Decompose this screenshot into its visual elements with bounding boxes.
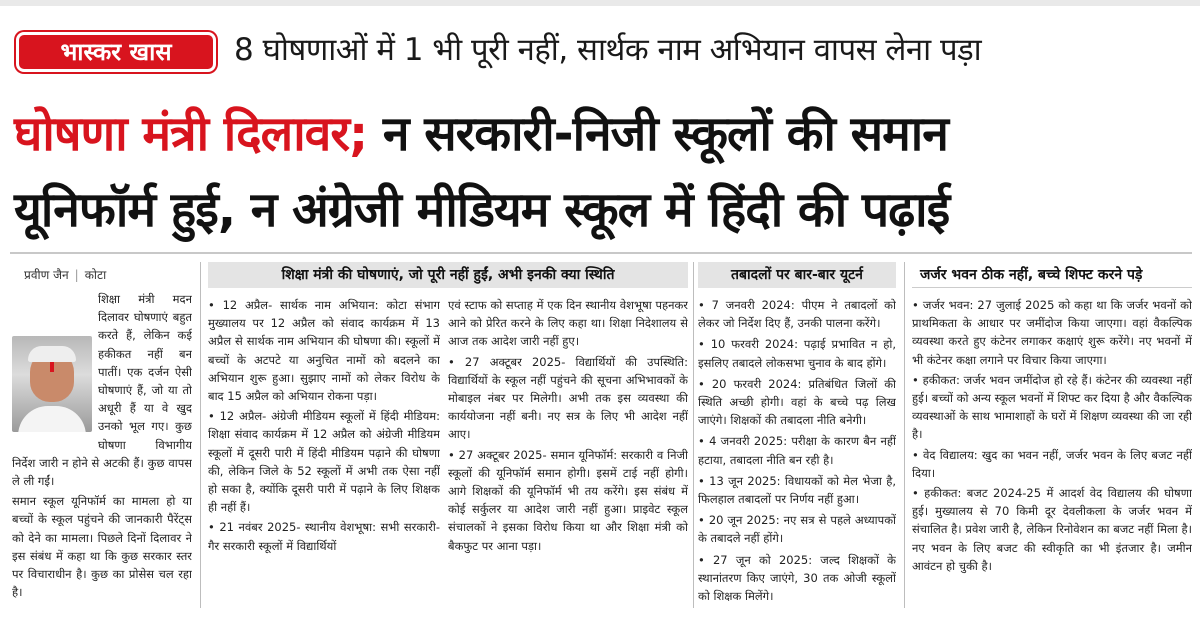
list-item: • 4 जनवरी 2025: परीक्षा के कारण बैन नहीं हटाया, तबादला नीति बन रही है। [698,434,896,467]
section1-column-b [448,296,688,608]
headline-line-1 [14,96,1194,172]
section1-title: शिक्षा मंत्री की घोषणाएं, जो पूरी नहीं हुईं, अभी इनकी क्या स्थिति [208,262,688,288]
photo-body [18,406,86,432]
intro-paragraph: समान स्कूल यूनिफॉर्म का मामला हो या बच्चों के स्कूल पहुंचने की जानकारी पैरेंट्स को देने का मामला। पिछले दिनों दिलावर ने इस संबंध में कहा था कि कुछ सरकार स्तर पर विचाराधीन है। कुछ का प्रोसेस चल रहा है। [12,494,192,600]
section3-title: जर्जर भवन ठीक नहीं, बच्चे शिफ्ट करने पड़े [912,262,1192,288]
list-item: • 27 अक्टूबर 2025- विद्यार्थियों की उपस्थिति: विद्यार्थियों के स्कूल नहीं पहुंचने की सूचना अभिभावकों के मोबाइल नंबर पर मिलेगी। अभी तक इस व्यवस्था की कार्ययोजना नहीं बनी। नए सत्र के लिए भी आदेश नहीं आए। [448,354,688,442]
list-item: • 12 अप्रैल- अंग्रेजी मीडियम स्कूलों में हिंदी मीडियम: शिक्षा संवाद कार्यक्रम में 12 अप्रैल को अंग्रेजी मीडियम स्कूलों में दूसरी पारी में हिंदी मीडियम पढ़ाने की घोषणा की, लेकिन जिले के 52 स्कूलों में अभी तक ऐसा नहीं हो सका है, क्योंकि दूसरी पारी में पढ़ाने के लिए शिक्षक ही नहीं हैं। [208,409,440,515]
list-item: • हकीकत: बजट 2024-25 में आदर्श वेद विद्यालय की घोषणा हुई। मुख्यालय से 70 किमी दूर देवलीकला के जर्जर भवन में संचालित है। प्रवेश जारी है, लेकिन रिनोवेशन का बजट नहीं मिला है। नए भवन के लिए बजट की स्वीकृति का भी इंतजार है। जमीन आवंटन हो चुकी है। [912,486,1192,573]
list-item: • 10 फरवरी 2024: पढ़ाई प्रभावित न हो, इसलिए तबादले लोकसभा चुनाव के बाद होंगे। [698,337,896,370]
byline-place: कोटा [84,268,107,282]
minister-photo [12,336,92,432]
headline-line-2: यूनिफॉर्म हुई, न अंग्रेजी मीडियम स्कूल में हिंदी की पढ़ाई [14,182,950,238]
section2-column [698,296,896,608]
headline-line1-text: न सरकारी-निजी स्कूलों की समान [367,106,948,162]
list-item: • 7 जनवरी 2024: पीएम ने तबादलों को लेकर जो निर्देश दिए हैं, उनकी पालना करेंगे। [698,298,896,331]
list-item: • 27 अक्टूबर 2025- समान यूनिफॉर्म: सरकारी व निजी स्कूलों की यूनिफॉर्म समान होगी। इसमें टाई नहीं होगी। आगे शिक्षकों की यूनिफॉर्म भी तय करेंगे। इस संबंध में कोई सर्कुलर या आदेश जारी नहीं हुआ। प्राइवेट स्कूल संचालकों ने इसका विरोध किया था और शिक्षा मंत्री को बैकफुट पर आना पड़ा। [448,447,688,553]
byline [24,266,106,283]
list-item: एवं स्टाफ को सप्ताह में एक दिन स्थानीय वेशभूषा पहनकर आने को प्रेरित करने के लिए कहा था। शिक्षा निदेशालय से आज तक आदेश जारी नहीं हुए। [448,298,688,349]
list-item: • हकीकत: जर्जर भवन जमींदोज हो रहे हैं। कंटेनर की व्यवस्था नहीं हुई। बच्चों को अन्य स्कूल भवनों में शिफ्ट कर दिया है और वैकल्पिक व्यवस्थाओं के साथ भामाशाहों के घरों में शिक्षण व्यवस्था की जा रही है। [912,372,1192,442]
list-item: • जर्जर भवन: 27 जुलाई 2025 को कहा था कि जर्जर भवनों को प्राथमिकता के आधार पर जमींदोज किया जाएगा। वहां वैकल्पिक व्यवस्था करते हुए कंटेनर लगाकर कक्षाएं शुरू करेंगे। नए भवनों में भी कंटेनर कक्षा लगाने पर विचार किया जाएगा। [912,298,1192,367]
kicker-row [8,22,1192,82]
list-item: • 12 अप्रैल- सार्थक नाम अभियान: कोटा संभाग मुख्यालय पर 12 अप्रैल को संवाद कार्यक्रम में 13 अप्रैल से सार्थक नाम अभियान की घोषणा की। स्कूलों में बच्चों के अटपटे या अनुचित नामों को बदलने का अभियान शुरू हुआ। सुझाए नामों को लेकर विरोध के बाद 15 अप्रैल को अभियान रोकना पड़ा। [208,298,440,404]
column-rule [693,262,694,608]
section3-column [912,296,1192,608]
intro-column [12,290,192,610]
top-rule [0,0,1200,6]
list-item: • 20 जून 2025: नए सत्र से पहले अध्यापकों के तबादले नहीं होंगे। [698,513,896,546]
intro-paragraph: शिक्षा मंत्री मदन दिलावर घोषणाएं बहुत करते हैं, लेकिन कई हकीकत नहीं बन पातीं। एक दर्जन ऐसी घोषणाएं हैं, जो या तो अधूरी हैं या वे खुद उनको भूल गए। कुछ घोषणा विभागीय निर्देश जारी न होने से अटकी हैं। कुछ वापस ले ली गईं। [12,292,192,489]
headline [14,96,1194,248]
list-item: • 21 नवंबर 2025- स्थानीय वेशभूषा: सभी सरकारी-गैर सरकारी स्कूलों में विद्यार्थियों [208,520,440,553]
list-item: • 13 जून 2025: विधायकों को मेल भेजा है, फिलहाल तबादलों पर निर्णय नहीं हुआ। [698,473,896,507]
photo-tilak [50,362,54,372]
byline-author: प्रवीण जैन [24,268,69,282]
list-item: • वेद विद्यालय: खुद का भवन नहीं, जर्जर भवन के लिए बजट नहीं दिया। [912,447,1192,480]
section2-title: तबादलों पर बार-बार यूटर्न [698,262,896,288]
column-rule [200,262,201,608]
headline-red: घोषणा मंत्री दिलावर; [14,106,368,162]
divider [10,252,1192,254]
column-rule [904,262,905,608]
bhaskar-khas-badge: भास्कर खास [16,32,216,72]
list-item: • 27 जून को 2025: जल्द शिक्षकों के स्थानांतरण किए जाएंगे, 30 तक ओजी स्कूलों को शिक्षक मिलेंगे। [698,552,896,604]
byline-separator: | [74,268,79,282]
photo-hair [28,346,76,362]
kicker-text: 8 घोषणाओं में 1 भी पूरी नहीं, सार्थक नाम अभियान वापस लेना पड़ा [234,32,982,68]
section1-column-a [208,296,440,608]
list-item: • 20 फरवरी 2024: प्रतिबंधित जिलों की स्थिति अच्छी होगी। वहां के बच्चे पढ़ लिख जाएंगे। शिक्षकों की तबादला नीति बनेगी। [698,376,896,428]
